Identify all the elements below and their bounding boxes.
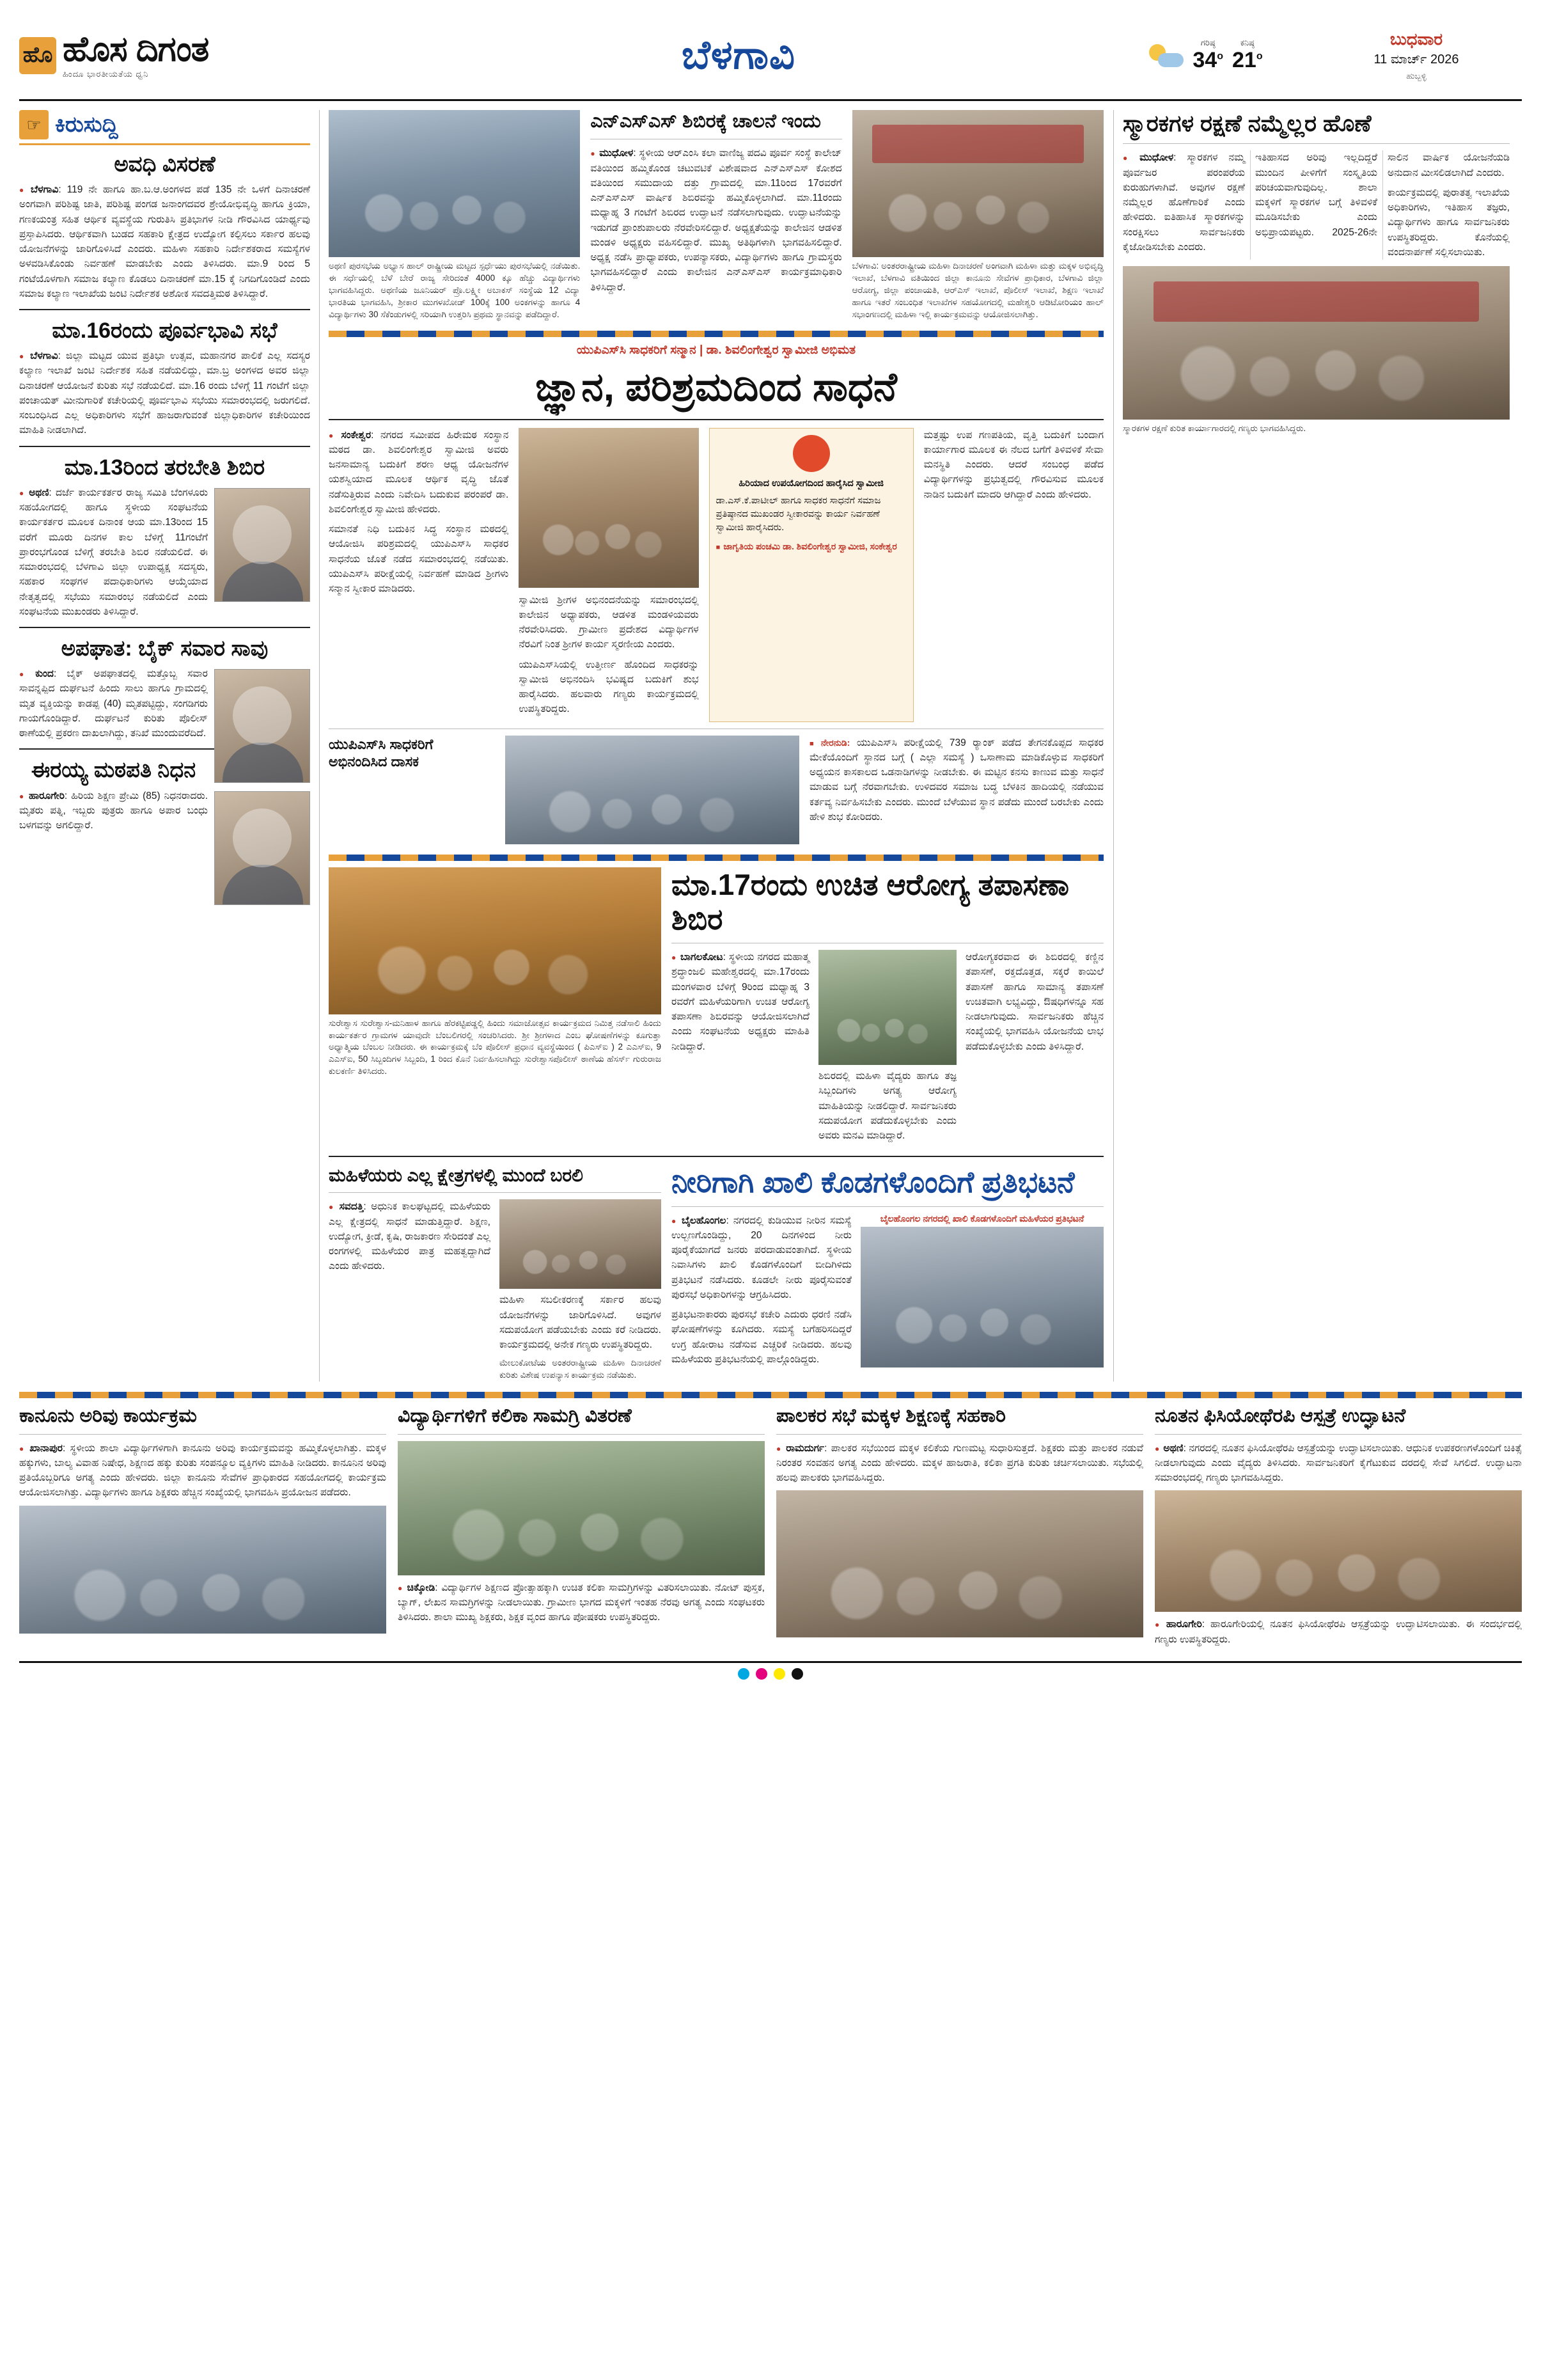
quote-icon — [793, 435, 830, 472]
black-mark — [792, 1668, 803, 1680]
protest-photo-caption: ಬೈಲಹೊಂಗಲ ನಗರದಲ್ಲಿ ಖಾಲಿ ಕೊಡಗಳೊಂದಿಗೆ ಮಹಿಳೆಯರ ಪ್ರತಿಭಟನೆ — [880, 1213, 1084, 1224]
main-col2-text: ಸ್ವಾಮೀಜಿ ಶ್ರೀಗಳ ಅಭಿನಂದನೆಯನ್ನು ಸಮಾರಂಭದಲ್ಲಿ ಕಾಲೇಜಿನ ಅಧ್ಯಾಪಕರು, ಆಡಳಿತ ಮಂಡಳಿಯವರು ನೆರವೇರಿಸಿದರು. ಗ್ರಾಮೀಣ ಪ್ರದೇಶದ ವಿದ್ಯಾರ್ಥಿಗಳ ನೆರವಿಗೆ ನಿಂತ ಶ್ರೀಗಳ ಕಾರ್ಯ ಸ್ಮರಣೀಯ ಎಂದರು. — [519, 594, 699, 650]
women-place: ಸವದತ್ತಿ — [339, 1201, 364, 1213]
brief-place-3: ಕುಂದ — [35, 668, 54, 680]
parents-place: ರಾಮದುರ್ಗ — [786, 1442, 825, 1454]
main-headline: ಜ್ಞಾನ, ಪರಿಶ್ರಮದಿಂದ ಸಾಧನೆ — [535, 365, 897, 410]
upsc-strip — [329, 736, 1104, 844]
bottom-row — [19, 1405, 1522, 1652]
women-col1: ಅಧುನಿಕ ಕಾಲಘಟ್ಟದಲ್ಲಿ ಮಹಿಳೆಯರು ಎಲ್ಲ ಕ್ಷೇತ್ರದಲ್ಲಿ ಸಾಧನೆ ಮಾಡುತ್ತಿದ್ದಾರೆ. ಶಿಕ್ಷಣ, ಉದ್ಯೋಗ, ಕ್ರೀಡೆ, ಕೃಷಿ, ರಾಜಕಾರಣ ಸೇರಿದಂತೆ ಎಲ್ಲ ರಂಗಗಳಲ್ಲಿ ಮಹಿಳೆಯರ ಪಾತ್ರ ಮಹತ್ವದ್ದಾಗಿದೆ ಎಂದು ಹೇಳಿದರು. — [329, 1201, 491, 1272]
monument-col2: ಇತಿಹಾಸದ ಅರಿವು ಇಲ್ಲದಿದ್ದರೆ ಮುಂದಿನ ಪೀಳಿಗೆಗೆ ಸಂಸ್ಕೃತಿಯ ಪರಿಚಯವಾಗುವುದಿಲ್ಲ. ಶಾಲಾ ಮಕ್ಕಳಿಗೆ ಸ್ಮಾರಕಗಳ ಬಗ್ಗೆ ತಿಳಿವಳಿಕೆ ಮೂಡಿಸಬೇಕು ಎಂದು ಅಭಿಪ್ರಾಯಪಟ್ಟರು. 2025-26ನೇ ಸಾಲಿನ ವಾರ್ಷಿಕ ಯೋಜನೆಯಡಿ ಅನುದಾನ ಮೀಸಲಿಡಲಾಗಿದೆ ಎಂದರು. — [1255, 152, 1510, 238]
brief-place-0: ಬೆಳಗಾವಿ — [30, 184, 59, 196]
abacus-group-photo — [329, 110, 580, 257]
main-place: ಸಂಕೇಶ್ವರ — [341, 429, 372, 441]
monument-headline: ಸ್ಮಾರಕಗಳ ರಕ್ಷಣೆ ನಮ್ಮೆಲ್ಲರ ಹೊಣೆ — [1123, 110, 1372, 136]
brief-text-1: ● ಬೆಳಗಾವಿ: ಜಿಲ್ಲಾ ಮಟ್ಟದ ಯುವ ಪ್ರತಿಭಾ ಉತ್ಸವ, ಮಹಾನಗರ ಪಾಲಿಕೆ ಎಲ್ಲ ಸದಸ್ಯರ ಕಲ್ಯಾಣ ಇಲಾಖೆ ಜಂಟಿ ನಿರ್ದೇಶಕ ಸಹಿತ ನಡೆಯಲಿದ್ದು, ಮಾ.ಬ್ರ ಅಂಗಳದ ಅವರ ಜಿಲ್ಲಾ ದಿನಾಚರಣೆ ಆಯೋಜನೆ ಕುರಿತು ಸಭೆ ನಡೆಯಲಿದೆ. ಮಾ.16 ರಂದು ಬೆಳಿಗ್ಗೆ 11 ಗಂಟೆಗೆ ಜಿಲ್ಲಾ ಪಂಚಾಯತ್ ಮೀನುಗಾರಿಕೆ ಕಚೇರಿಯಲ್ಲಿ ಪೂರ್ವಭಾವಿ ಸಭೆಯು ಸಮಾರಂಭದಲ್ಲಿ ಜರುಗಲಿದೆ. ಸಂಬಂಧಿಸಿದ ಎಲ್ಲ ಅಧಿಕಾರಿಗಳು ಸಭೆಗೆ ಹಾಜರಾಗುವಂತೆ ಜಿಲ್ಲಾಧಿಕಾರಿಗಳ ಕಚೇರಿಯಿಂದ ಮಾಹಿತಿ ನೀಡಲಾಗಿದೆ. — [19, 349, 310, 438]
brief-place-1: ಬೆಳಗಾವಿ — [30, 351, 58, 362]
brief-text-0: ● ಬೆಳಗಾವಿ: 119 ನೇ ಹಾಗೂ ಹಾ.ಬ.ಆ.ಅಂಗಳದ ಪಡೆ 135 ನೇ ಒಳಗೆ ದಿನಾಚರಣೆ ಅಂಗವಾಗಿ ಪರಿಶಿಷ್ಟ ಜಾತಿ, ಪರಿಶಿಷ್ಟ ಪಂಗಡ ಜನಾಂಗದವರ ಶ್ರೇಯೋಭಿವೃದ್ಧಿ ಹಾಗೂ ಕ್ರಿಯಾ, ಗಣಕಯಂತ್ರ ಸಹಿತ ಆರ್ಥಿಕ ವ್ಯವಸ್ಥೆಯ ಗುರುತಿಸಿ ಪ್ರತಿಭಾಗಳ ನೀಡಿ ಗೌರವಿಸಿದ ಯಾರ್ಥ್ಯವು ಪ್ರಸ್ತಾಪಿಸಿದರು. ಆರ್ಥಿಕವಾಗಿ ಬುಡದ ಸಹಕಾರಿ ಕ್ಷೇತ್ರದ ಉದ್ಯೋಗ ಕಲ್ಪಿಸಲು ಸರ್ಕಾರ ಹಲವು ಯೋಜನೆಗಳನ್ನು ಜಾರಿಗೊಳಿಸಿದೆ ಎಂದರು. ಮಹಿಳಾ ಸಹಕಾರಿ ನಿರ್ದೇಶಕರಾದ ಸಮಸ್ಯೆಗಳ ಅಳವಡಿಸಿಕೊಂಡು ನಿರ್ವಹಣೆ ಮಾಡಬೇಕು ಎಂದು ತಿಳಿಸಿದರು. ಮಾ.9 ರಿಂದ 5 ಗಂಟೆಯೊಳಗಾಗಿ ಸಮಾಜ ಕಲ್ಯಾಣ ಕೊಡಲು ದಿನಾಚರಣೆ ಮಾ.15 ಕ್ಕೆ ನಿಗದಿಗೊಂಡಿದೆ ಎಂದು ಸಮಾಜ ಕಲ್ಯಾಣ ಇಲಾಖೆಯ ಜಂಟಿ ನಿರ್ದೇಶಕ ಅಶೋಕ ಸವದತ್ತಿಮಠ ತಿಳಿಸಿದ್ದಾರೆ. — [19, 182, 310, 301]
legal-story: ಕಾನೂನು ಅರಿವು ಕಾರ್ಯಕ್ರಮ ● ಖಾನಾಪುರ: ಸ್ಥಳೀಯ ಶಾಲಾ ವಿದ್ಯಾರ್ಥಿಗಳಿಗಾಗಿ ಕಾನೂನು ಅರಿವು ಕಾರ್ಯಕ್ರಮವನ್ನು ಹಮ್ಮಿಕೊಳ್ಳಲಾಗಿತ್ತು. ಮಕ್ಕಳ ಹಕ್ಕುಗಳು, ಬಾಲ್ಯ ವಿವಾಹ ನಿಷೇಧ, ಶಿಕ್ಷಣದ ಹಕ್ಕು ಕುರಿತು ಸಂಪನ್ಮೂಲ ವ್ಯಕ್ತಿಗಳು ಮಾಹಿತಿ ನೀಡಿದರು. ಕಾನೂನಿನ ಅರಿವು ಪ್ರತಿಯೊಬ್ಬರಿಗೂ ಅಗತ್ಯ ಎಂದು ಹೇಳಿದರು. ಜಿಲ್ಲಾ ಕಾನೂನು ಸೇವೆಗಳ ಪ್ರಾಧಿಕಾರದ ಸಹಯೋಗದಲ್ಲಿ ಕಾರ್ಯಕ್ರಮ ಆಯೋಜಿಸಲಾಗಿತ್ತು. ವಿದ್ಯಾರ್ಥಿಗಳು ಹಾಗೂ ಶಿಕ್ಷಕರು ಹೆಚ್ಚಿನ ಸಂಖ್ಯೆಯಲ್ಲಿ ಭಾಗವಹಿಸಿ ಪ್ರಯೋಜನ ಪಡೆದರು. — [19, 1405, 386, 1652]
hospital-place: ಅಥಣಿ — [1163, 1442, 1184, 1454]
legal-event-photo — [19, 1506, 386, 1634]
health-col1: ಸ್ಥಳೀಯ ನಗರದ ಮಹಾತ್ಮ ಶ್ರದ್ಧಾಂಜಲಿ ಮಹೇಶ್ವರದಲ್ಲಿ ಮಾ.17ರಂದು ಮಂಗಳವಾರ ಬೆಳಿಗ್ಗೆ 9ರಿಂದ ಮಧ್ಯಾಹ್ನ 3 ರವರೆಗೆ ಮಹಿಳೆಯರಿಗಾಗಿ ಉಚಿತ ಆರೋಗ್ಯ ತಪಾಸಣಾ ಶಿಬಿರವನ್ನು ಆಯೋಜಿಸಲಾಗಿದೆ ಎಂದು ಸಂಘಟನೆಯ ಅಧ್ಯಕ್ಷರು ಮಾಹಿತಿ ನೀಡಿದ್ದಾರೆ. — [671, 952, 810, 1052]
footer-registration-marks — [19, 1661, 1522, 1680]
abacus-photo-block — [329, 110, 580, 320]
brief-title-1: ಮಾ.16ರಂದು ಪೂರ್ವಭಾವಿ ಸಭೆ — [52, 319, 278, 343]
monument-col3: ಕಾರ್ಯಕ್ರಮದಲ್ಲಿ ಪುರಾತತ್ವ ಇಲಾಖೆಯ ಅಧಿಕಾರಿಗಳು, ಇತಿಹಾಸ ತಜ್ಞರು, ವಿದ್ಯಾರ್ಥಿಗಳು ಹಾಗೂ ಸಾರ್ವಜನಿಕರು ಉಪಸ್ಥಿತರಿದ್ದರು. ಕೊನೆಯಲ್ಲಿ ವಂದನಾರ್ಪಣೆ ಸಲ್ಲಿಸಲಾಯಿತು. — [1388, 187, 1510, 258]
temp-low-value: 21 — [1232, 48, 1256, 72]
nss-place: ಮುಧೋಳ — [599, 148, 634, 159]
monument-body: ● ಮುಧೋಳ: ಸ್ಮಾರಕಗಳ ನಮ್ಮ ಪೂರ್ವಜರ ಪರಂಪರೆಯ ಕುರುಹುಗಳಾಗಿವೆ. ಅವುಗಳ ರಕ್ಷಣೆ ನಮ್ಮೆಲ್ಲರ ಹೊಣೆಗಾರಿಕೆ ಎಂದು ಹೇಳಿದರು. ಐತಿಹಾಸಿಕ ಸ್ಮಾರಕಗಳನ್ನು ಸಂರಕ್ಷಿಸಲು ಸಾರ್ವಜನಿಕರು ಕೈಜೋಡಿಸಬೇಕು ಎಂದರು. ಇತಿಹಾಸದ ಅರಿವು ಇಲ್ಲದಿದ್ದರೆ ಮುಂದಿನ ಪೀಳಿಗೆಗೆ ಸಂಸ್ಕೃತಿಯ ಪರಿಚಯವಾಗುವುದಿಲ್ಲ. ಶಾಲಾ ಮಕ್ಕಳಿಗೆ ಸ್ಮಾರಕಗಳ ಬಗ್ಗೆ ತಿಳಿವಳಿಕೆ ಮೂಡಿಸಬೇಕು ಎಂದು ಅಭಿಪ್ರಾಯಪಟ್ಟರು. 2025-26ನೇ ಸಾಲಿನ ವಾರ್ಷಿಕ ಯೋಜನೆಯಡಿ ಅನುದಾನ ಮೀಸಲಿಡಲಾಗಿದೆ ಎಂದರು. ಕಾರ್ಯಕ್ರಮದಲ್ಲಿ ಪುರಾತತ್ವ ಇಲಾಖೆಯ ಅಧಿಕಾರಿಗಳು, ಇತಿಹಾಸ ತಜ್ಞರು, ವಿದ್ಯಾರ್ಥಿಗಳು ಹಾಗೂ ಸಾರ್ವಜನಿಕರು ಉಪಸ್ಥಿತರಿದ್ದರು. ಕೊನೆಯಲ್ಲಿ ವಂದನಾರ್ಪಣೆ ಸಲ್ಲಿಸಲಾಯಿತು. — [1123, 150, 1510, 260]
brief-title-0: ಅವಧಿ ವಿಸರಣೆ — [114, 152, 215, 177]
protest-story: ನೀರಿಗಾಗಿ ಖಾಲಿ ಕೊಡಗಳೊಂದಿಗೆ ಪ್ರತಿಭಟನೆ ● ಬೈಲಹೊಂಗಲ: ನಗರದಲ್ಲಿ ಕುಡಿಯುವ ನೀರಿನ ಸಮಸ್ಯೆ ಉಲ್ಬಣಗೊಂಡಿದ್ದು, 20 ದಿನಗಳಿಂದ ನೀರು ಪೂರೈಕೆಯಾಗದೆ ಜನರು ಪರದಾಡುವಂತಾಗಿದೆ. ಸ್ಥಳೀಯ ನಿವಾಸಿಗಳು ಖಾಲಿ ಕೊಡಗಳೊಂದಿಗೆ ಬೀದಿಗಿಳಿದು ಪ್ರತಿಭಟನೆ ನಡೆಸಿದರು. ಕೂಡಲೇ ನೀರು ಪೂರೈಸುವಂತೆ ಪುರಸಭೆ ಅಧಿಕಾರಿಗಳನ್ನು ಆಗ್ರಹಿಸಿದರು. ಪ್ರತಿಭಟನಾಕಾರರು ಪುರಸಭೆ ಕಚೇರಿ ಎದುರು ಧರಣಿ ನಡೆಸಿ ಘೋಷಣೆಗಳನ್ನು ಕೂಗಿದರು. ಸಮಸ್ಯೆ ಬಗೆಹರಿಸದಿದ್ದರೆ ಉಗ್ರ ಹೋರಾಟ ನಡೆಸುವ ಎಚ್ಚರಿಕೆ ನೀಡಿದರು. ಹಲವು ಮಹಿಳೆಯರು ಪ್ರತಿಭಟನೆಯಲ್ಲಿ ಪಾಲ್ಗೊಂಡಿದ್ದರು. ಬೈಲಹೊಂಗಲ ನಗರದಲ್ಲಿ ಖಾಲಿ ಕೊಡಗಳೊಂದಿಗೆ ಮಹಿಳೆಯರ ಪ್ರತಿಭಟನೆ — [671, 1165, 1104, 1382]
protest-col1: ನಗರದಲ್ಲಿ ಕುಡಿಯುವ ನೀರಿನ ಸಮಸ್ಯೆ ಉಲ್ಬಣಗೊಂಡಿದ್ದು, 20 ದಿನಗಳಿಂದ ನೀರು ಪೂರೈಕೆಯಾಗದೆ ಜನರು ಪರದಾಡುವಂತಾಗಿದೆ. ಸ್ಥಳೀಯ ನಿವಾಸಿಗಳು ಖಾಲಿ ಕೊಡಗಳೊಂದಿಗೆ ಬೀದಿಗಿಳಿದು ಪ್ರತಿಭಟನೆ ನಡೆಸಿದರು. ಕೂಡಲೇ ನೀರು ಪೂರೈಸುವಂತೆ ಪುರಸಭೆ ಅಧಿಕಾರಿಗಳನ್ನು ಆಗ್ರಹಿಸಿದರು. — [671, 1215, 852, 1300]
maheshwari-caption: ಬೆಳಗಾವಿ: ಅಂತರರಾಷ್ಟ್ರೀಯ ಮಹಿಳಾ ದಿನಾಚರಣೆ ಅಂಗವಾಗಿ ಮಹಿಳಾ ಮತ್ತು ಮಕ್ಕಳ ಅಭಿವೃದ್ಧಿ ಇಲಾಖೆ, ಬೆಳಗಾವಿ ವತಿಯಿಂದ ಜಿಲ್ಲಾ ಕಾನೂನು ಸೇವೆಗಳ ಪ್ರಾಧಿಕಾರ, ಬೆಳಗಾವಿ ಜಿಲ್ಲಾ ಆರೋಗ್ಯ, ಜಿಲ್ಲಾ ಪಂಚಾಯತಿ, ಆರ್‌ಎಸ್ ಇಲಾಖೆ, ಪೊಲೀಸ್ ಇಲಾಖೆ, ಶಿಕ್ಷಣ ಇಲಾಖೆ ಹಾಗೂ ಇತರೆ ಸಂಬಂಧಿತ ಇಲಾಖೆಗಳ ಸಹಯೋಗದಲ್ಲಿ ಮಹೇಶ್ವರಿ ಆಡಿಟೋರಿಯಂ ಹಾಲ್ ಸಭಾಂಗಣದಲ್ಲಿ ಮಹಿಳಾ ಇಲ್ಲಿ ಕಾರ್ಯಕ್ರಮವನ್ನು ಆಯೋಜಿಸಲಾಗಿತ್ತು. — [852, 261, 1104, 319]
maheshwari-photo-block — [852, 110, 1104, 320]
hospital-headline: ನೂತನ ಫಿಸಿಯೋಥೆರಪಿ ಆಸ್ಪತ್ರೆ ಉದ್ಘಾಟನೆ — [1155, 1405, 1406, 1427]
monument-event-photo — [1123, 266, 1510, 420]
health-headline: ಮಾ.17ರಂದು ಉಚಿತ ಆರೋಗ್ಯ ತಪಾಸಣಾ ಶಿಬಿರ — [671, 867, 1069, 936]
brief-text-3: ● ಕುಂದ: ಬೈಕ್ ಅಪಘಾತದಲ್ಲಿ ಮತ್ತೊಬ್ಬ ಸವಾರ ಸಾವನ್ನಪ್ಪಿದ ದುರ್ಘಟನೆ ಹಿಂದು ಸಾಲು ಹಾಗೂ ಗ್ರಾಮದಲ್ಲಿ ಮೃತ ವ್ಯಕ್ತಿಯನ್ನು ಕಾಡಪ್ಪ (40) ಮೃತಪಟ್ಟಿದ್ದು, ಸಂಗಡಿಗರು ಗಾಯಗೊಂಡಿದ್ದಾರೆ. ದುರ್ಘಟನೆ ಕುರಿತು ಪೊಲೀಸ್ ಠಾಣೆಯಲ್ಲಿ ಪ್ರಕರಣ ದಾಖಲಾಗಿದ್ದು, ತನಿಖೆ ಮುಂದುವರೆದಿದೆ. — [19, 666, 310, 741]
parents-story: ಪಾಲಕರ ಸಭೆ ಮಕ್ಕಳ ಶಿಕ್ಷಣಕ್ಕೆ ಸಹಕಾರಿ ● ರಾಮದುರ್ಗ: ಪಾಲಕರ ಸಭೆಯಿಂದ ಮಕ್ಕಳ ಕಲಿಕೆಯ ಗುಣಮಟ್ಟ ಸುಧಾರಿಸುತ್ತದೆ. ಶಿಕ್ಷಕರು ಮತ್ತು ಪಾಲಕರ ನಡುವೆ ನಿರಂತರ ಸಂವಹನ ಅಗತ್ಯ ಎಂದು ಹೇಳಿದರು. ಮಕ್ಕಳ ಹಾಜರಾತಿ, ಕಲಿಕಾ ಪ್ರಗತಿ ಕುರಿತು ಚರ್ಚಿಸಲಾಯಿತು. ಸಭೆಯಲ್ಲಿ ಹಲವು ಪಾಲಕರು ಭಾಗವಹಿಸಿದ್ದರು. — [776, 1405, 1143, 1652]
divider — [19, 627, 310, 628]
upsc-note-block — [810, 736, 1104, 830]
paper-name: ಹೊಸ ದಿಗಂತ — [63, 29, 209, 68]
hospital-inauguration-photo — [1155, 1490, 1522, 1612]
main-col-2 — [519, 428, 698, 722]
kirusuddi-label: ಕಿರು — [55, 112, 84, 137]
upsc-caption-block — [329, 736, 495, 771]
hand-pointer-icon: ☞ — [19, 110, 49, 139]
health-col3: ಆರೋಗ್ಯಕರವಾದ ಈ ಶಿಬಿರದಲ್ಲಿ ಕಣ್ಣಿನ ತಪಾಸಣೆ, ರಕ್ತದೊತ್ತಡ, ಸಕ್ಕರೆ ಕಾಯಿಲೆ ತಪಾಸಣೆ ಹಾಗೂ ಸಾಮಾನ್ಯ ತಪಾಸಣೆ ಉಚಿತವಾಗಿ ಲಭ್ಯವಿದ್ದು, ಔಷಧಿಗಳನ್ನೂ ಸಹ ನೀಡಲಾಗುವುದು. ಸಾರ್ವಜನಿಕರು ಹೆಚ್ಚಿನ ಸಂಖ್ಯೆಯಲ್ಲಿ ಭಾಗವಹಿಸಿ ಯೋಜನೆಯ ಲಾಭ ಪಡೆದುಕೊಳ್ಳಬೇಕು ಎಂದು ತಿಳಿಸಿದ್ದಾರೆ. — [966, 952, 1104, 1052]
upsc-felicitation-photo — [505, 736, 799, 844]
women-story: ಮಹಿಳೆಯರು ಎಲ್ಲ ಕ್ಷೇತ್ರಗಳಲ್ಲಿ ಮುಂದೆ ಬರಲಿ ● ಸವದತ್ತಿ: ಅಧುನಿಕ ಕಾಲಘಟ್ಟದಲ್ಲಿ ಮಹಿಳೆಯರು ಎಲ್ಲ ಕ್ಷೇತ್ರದಲ್ಲಿ ಸಾಧನೆ ಮಾಡುತ್ತಿದ್ದಾರೆ. ಶಿಕ್ಷಣ, ಉದ್ಯೋಗ, ಕ್ರೀಡೆ, ಕೃಷಿ, ರಾಜಕಾರಣ ಸೇರಿದಂತೆ ಎಲ್ಲ ರಂಗಗಳಲ್ಲಿ ಮಹಿಳೆಯರ ಪಾತ್ರ ಮಹತ್ವದ್ದಾಗಿದೆ ಎಂದು ಹೇಳಿದರು. ಮಹಿಳಾ ಸಬಲೀಕರಣಕ್ಕೆ ಸರ್ಕಾರ ಹಲವು ಯೋಜನೆಗಳನ್ನು ಜಾರಿಗೊಳಿಸಿದೆ. ಅವುಗಳ ಸದುಪಯೋಗ ಪಡೆಯಬೇಕು ಎಂದು ಕರೆ ನೀಡಿದರು. ಕಾರ್ಯಕ್ರಮದಲ್ಲಿ ಅನೇಕ ಗಣ್ಯರು ಉಪಸ್ಥಿತರಿದ್ದರು. ಮೇಲುಕೋಟೆಯ ಅಂತರರಾಷ್ಟ್ರೀಯ ಮಹಿಳಾ ದಿನಾಚರಣೆ ಕುರಿತು ವಿಶೇಷ ಉಪನ್ಯಾಸ ಕಾರ್ಯಕ್ರಮ ನಡೆಯಿತು. — [329, 1165, 661, 1382]
brief-place-4: ಹಾರೂಗೇರಿ — [28, 790, 65, 801]
health-camp-story: ಮಾ.17ರಂದು ಉಚಿತ ಆರೋಗ್ಯ ತಪಾಸಣಾ ಶಿಬಿರ ● ಬಾಗಲಕೋಟ: ಸ್ಥಳೀಯ ನಗರದ ಮಹಾತ್ಮ ಶ್ರದ್ಧಾಂಜಲಿ ಮಹೇಶ್ವರದಲ್ಲಿ ಮಾ.17ರಂದು ಮಂಗಳವಾರ ಬೆಳಿಗ್ಗೆ 9ರಿಂದ ಮಧ್ಯಾಹ್ನ 3 ರವರೆಗೆ ಮಹಿಳೆಯರಿಗಾಗಿ ಉಚಿತ ಆರೋಗ್ಯ ತಪಾಸಣಾ ಶಿಬಿರವನ್ನು ಆಯೋಜಿಸಲಾಗಿದೆ ಎಂದು ಸಂಘಟನೆಯ ಅಧ್ಯಕ್ಷರು ಮಾಹಿತಿ ನೀಡಿದ್ದಾರೆ. ಶಿಬಿರದಲ್ಲಿ ಮಹಿಳಾ ವೈದ್ಯರು ಹಾಗೂ ತಜ್ಞ ಸಿಬ್ಬಂದಿಗಳು ಅಗತ್ಯ ಆರೋಗ್ಯ ಮಾಹಿತಿಯನ್ನು ನೀಡಲಿದ್ದಾರೆ. ಸಾರ್ವಜನಿಕರು ಸದುಪಯೋಗ ಪಡೆದುಕೊಳ್ಳಬೇಕು ಎಂದು ಅವರು ಮನವಿ ಮಾಡಿದ್ದಾರೆ. ಆರೋಗ್ಯಕರವಾದ ಈ ಶಿಬಿರದಲ್ಲಿ ಕಣ್ಣಿನ ತಪಾಸಣೆ, ರಕ್ತದೊತ್ತಡ, ಸಕ್ಕರೆ ಕಾಯಿಲೆ ತಪಾಸಣೆ ಹಾಗೂ ಸಾಮಾನ್ಯ ತಪಾಸಣೆ ಉಚಿತವಾಗಿ ಲಭ್ಯವಿದ್ದು, ಔಷಧಿಗಳನ್ನೂ ಸಹ ನೀಡಲಾಗುವುದು. ಸಾರ್ವಜನಿಕರು ಹೆಚ್ಚಿನ ಸಂಖ್ಯೆಯಲ್ಲಿ ಭಾಗವಹಿಸಿ ಯೋಜನೆಯ ಲಾಭ ಪಡೆದುಕೊಳ್ಳಬೇಕು ಎಂದು ತಿಳಿಸಿದ್ದಾರೆ. — [671, 867, 1104, 1149]
temp-low: ಕನಿಷ್ಠ 21$^o$ — [1232, 38, 1263, 72]
temp-low-label: ಕನಿಷ್ಠ — [1240, 38, 1255, 47]
cyan-mark — [738, 1668, 749, 1680]
upsc-photo-caption: ಯುಪಿಎಸ್‌ಸಿ ಸಾಧಕರಿಗೆ ಅಭಿನಂದಿಸಿದ ದಾಸಕ — [329, 736, 434, 770]
portrait-photo — [214, 488, 310, 602]
protest-headline: ನೀರಿಗಾಗಿ ಖಾಲಿ ಕೊಡಗಳೊಂದಿಗೆ ಪ್ರತಿಭಟನೆ — [671, 1165, 1075, 1199]
maheshwari-auditorium-photo — [852, 110, 1104, 257]
materials-text: ವಿದ್ಯಾರ್ಥಿಗಳ ಶಿಕ್ಷಣದ ಪ್ರೋತ್ಸಾಹಕ್ಕಾಗಿ ಉಚಿತ ಕಲಿಕಾ ಸಾಮಗ್ರಿಗಳನ್ನು ವಿತರಿಸಲಾಯಿತು. ನೋಟ್ ಪುಸ್ತಕ, ಬ್ಯಾಗ್, ಲೇಖನ ಸಾಮಗ್ರಿಗಳನ್ನು ನೀಡಲಾಯಿತು. ಗ್ರಾಮೀಣ ಭಾಗದ ಮಕ್ಕಳಿಗೆ ಇಂತಹ ನೆರವು ಅಗತ್ಯ ಎಂದು ಸಂಘಟಕರು ತಿಳಿಸಿದರು. ಶಾಲಾ ಮುಖ್ಯ ಶಿಕ್ಷಕರು, ಶಿಕ್ಷಕ ವೃಂದ ಹಾಗೂ ಪೋಷಕರು ಉಪಸ್ಥಿತರಿದ್ದರು. — [398, 1582, 765, 1623]
women-col2: ಮಹಿಳಾ ಸಬಲೀಕರಣಕ್ಕೆ ಸರ್ಕಾರ ಹಲವು ಯೋಜನೆಗಳನ್ನು ಜಾರಿಗೊಳಿಸಿದೆ. ಅವುಗಳ ಸದುಪಯೋಗ ಪಡೆಯಬೇಕು ಎಂದು ಕರೆ ನೀಡಿದರು. ಕಾರ್ಯಕ್ರಮದಲ್ಲಿ ಅನೇಕ ಗಣ್ಯರು ಉಪಸ್ಥಿತರಿದ್ದರು. — [499, 1295, 661, 1351]
rally-block — [329, 867, 661, 1149]
main-col3-text: ಮತ್ತಷ್ಟು ಉಪ ಗಣಪತಿಯ, ವೃತ್ತಿ ಬದುಕಿಗೆ ಬಂದಾಗ ಕಾರ್ಯಾಗಾರ ಮೂಲಕ ಈ ನೆಲದ ಬಗೆಗೆ ತಿಳಿವಳಿಕೆ ಸೇವಾ ಮನಸ್ಥಿತಿ ಎಂದರು. ಆದರೆ ಸಂಬಂಧ ಪಡೆದ ವಿದ್ಯಾರ್ಥಿಗಳನ್ನು ಪ್ರಭುತ್ವದಲ್ಲಿ ಗೌರವಿಸುವ ಮೂಲಕ ನಾಡಿನ ಬದುಕಿಗೆ ಮಾದರಿ ಆಗಿದ್ದಾರೆ ಎಂದು ಹೇಳಿದರು. — [923, 429, 1104, 500]
legal-place: ಖಾನಾಪುರ — [29, 1442, 63, 1454]
highlight-box — [709, 428, 914, 722]
sun-cloud-icon — [1148, 43, 1184, 68]
nss-headline: ಎನ್‌ಎಸ್‌ಎಸ್ ಶಿಬಿರಕ್ಕೆ ಚಾಲನೆ ಇಂದು — [590, 111, 821, 132]
health-camp-photo — [818, 950, 957, 1065]
paper-tagline: ಹಿಂದೂ ಭಾರತೀಯತೆಯ ಧ್ವನಿ — [63, 68, 149, 79]
left-column — [19, 110, 320, 1382]
legal-headline: ಕಾನೂನು ಅರಿವು ಕಾರ್ಯಕ್ರಮ — [19, 1405, 197, 1427]
newspaper-logo[interactable] — [19, 29, 377, 79]
monument-col1: ಸ್ಮಾರಕಗಳ ನಮ್ಮ ಪೂರ್ವಜರ ಪರಂಪರೆಯ ಕುರುಹುಗಳಾಗಿವೆ. ಅವುಗಳ ರಕ್ಷಣೆ ನಮ್ಮೆಲ್ಲರ ಹೊಣೆಗಾರಿಕೆ ಎಂದು ಹೇಳಿದರು. ಐತಿಹಾಸಿಕ ಸ್ಮಾರಕಗಳನ್ನು ಸಂರಕ್ಷಿಸಲು ಸಾರ್ವಜನಿಕರು ಕೈಜೋಡಿಸಬೇಕು ಎಂದರು. — [1123, 152, 1245, 253]
color-band — [329, 855, 1104, 861]
brief-place-2: ಅಥಣಿ — [29, 487, 49, 498]
right-column — [1113, 110, 1510, 1382]
highlight-title: ಹಿರಿಯಾದ ಉಪಯೋಗದಿಂದ ಹಾರೈಸಿದ ಸ್ವಾಮೀಜಿ — [739, 478, 884, 489]
page-body — [19, 110, 1522, 1382]
legal-text: ಸ್ಥಳೀಯ ಶಾಲಾ ವಿದ್ಯಾರ್ಥಿಗಳಿಗಾಗಿ ಕಾನೂನು ಅರಿವು ಕಾರ್ಯಕ್ರಮವನ್ನು ಹಮ್ಮಿಕೊಳ್ಳಲಾಗಿತ್ತು. ಮಕ್ಕಳ ಹಕ್ಕುಗಳು, ಬಾಲ್ಯ ವಿವಾಹ ನಿಷೇಧ, ಶಿಕ್ಷಣದ ಹಕ್ಕು ಕುರಿತು ಸಂಪನ್ಮೂಲ ವ್ಯಕ್ತಿಗಳು ಮಾಹಿತಿ ನೀಡಿದರು. ಕಾನೂನಿನ ಅರಿವು ಪ್ರತಿಯೊಬ್ಬರಿಗೂ ಅಗತ್ಯ ಎಂದು ಹೇಳಿದರು. ಜಿಲ್ಲಾ ಕಾನೂನು ಸೇವೆಗಳ ಪ್ರಾಧಿಕಾರದ ಸಹಯೋಗದಲ್ಲಿ ಕಾರ್ಯಕ್ರಮ ಆಯೋಜಿಸಲಾಗಿತ್ತು. ವಿದ್ಯಾರ್ಥಿಗಳು ಹಾಗೂ ಶಿಕ್ಷಕರು ಹೆಚ್ಚಿನ ಸಂಖ್ಯೆಯಲ್ಲಿ ಭಾಗವಹಿಸಿ ಪ್ರಯೋಜನ ಪಡೆದರು. — [19, 1442, 386, 1499]
temp-high-label: ಗರಿಷ್ಠ — [1200, 38, 1216, 47]
brief-text-2: ● ಅಥಣಿ: ದರ್ಜೆ ಕಾರ್ಯಕರ್ತರ ರಾಜ್ಯ ಸಮಿತಿ ಬೆಂಗಳೂರು ಸಹಯೋಗದಲ್ಲಿ ಹಾಗೂ ಸ್ಥಳೀಯ ಸಂಘಟನೆಯ ಕಾರ್ಯಕರ್ತರ ಮೂಲಕ ದಿನಾಂಕ ಆಯ ಮಾ.13ರಿಂದ 15 ವರೆಗೆ ಮೂರು ದಿನಗಳ ಕಾಲ ಬೆಳಿಗ್ಗೆ 11ಗಂಟೆಗೆ ಪ್ರಾರಂಭಗೊಂಡ ಬೆಳಿಗ್ಗೆ ತರಬೇತಿ ಶಿಬಿರ ನಡೆಯಲಿದೆ. ಈ ಸಮಾರಂಭದಲ್ಲಿ ಬೆಳಗಾವಿ ಜಿಲ್ಲಾ ಉಪಾಧ್ಯಕ್ಷ ಸದಸ್ಯರು, ಸಹಕಾರ ಸಂಘಗಳ ಪದಾಧಿಕಾರಿಗಳು ಆಯ್ಕೆಯಾದ ನೇತೃತ್ವದಲ್ಲಿ ಸಭೆಯು ಸಮಾರಂಭ ನಡೆಯಲಿದೆ ಎಂದು ಸಂಘಟನೆಯ ಮುಖಂಡರು ತಿಳಿಸಿದ್ದಾರೆ. — [19, 485, 310, 619]
main-col-4 — [924, 428, 1104, 722]
temp-high: ಗರಿಷ್ಠ 34$^o$ — [1193, 38, 1223, 72]
rally-health-row — [329, 867, 1104, 1149]
upsc-note-text: ಯುಪಿಎಸ್‌ಸಿ ಪರೀಕ್ಷೆಯಲ್ಲಿ 739 ರ್‍ಯಾಂಕ್ ಪಡೆದ ತೇಗನಕೊಪ್ಪದ ಸಾಧಕರ ಮೇಕೆಯೊಂದಿಗೆ ಸ್ಥಾನದ ಬಗ್ಗೆ ( ಎಲ್ಲಾ ಸಮಸ್ಯೆ ) ಒಸಾಣಾಮ ಮಾಡಿಕೊಳ್ಳುವ ಸಾಧಕರಿಗೆ ಅಧ್ಯಯನ ಕಾಸಕಾಲದ ಒಡನಾಡಿಗಳನ್ನು ನೀಡಬೇಕು. ಈ ಮಟ್ಟಿನ ಕನಸು ಕಾಣುವ ಮತ್ತು ಸಾಧನೆ ಮಾಡುವ ಬಗ್ಗೆ ನೆರವಾಗಬೇಕು. ಉಳಿದವರ ಸಮಾಜ ಬದ್ಧ ಬೆಳಕಿನ ಹಾದಿಯಲ್ಲಿ ನಡೆಯುವ ಕರ್ತವ್ಯ ನಿರ್ವಹಿಸಬೇಕು ಎಂದರು. ಮುಂದೆ ಬೆಳೆಯುವ ಸ್ಥಾನ ಪಡೆದು ಮುಂದೆ ಬರಬೇಕು ಎಂದು ಹೇಳಿ ಶುಭ ಕೋರಿದರು. — [810, 737, 1104, 823]
nss-story — [590, 110, 841, 320]
health-place: ಬಾಗಲಕೋಟ — [680, 952, 723, 963]
magenta-mark — [756, 1668, 767, 1680]
rally-caption: ಸುರೇಶ್ವಾಸ ಸುರೇಶ್ವಾಸ-ಮನಿಹಾಳ ಹಾಗೂ ಹೆರಕಟ್ಟಿಪಡ್ಡಲ್ಲಿ ಹಿಂದು ಸಮಾಜೋತ್ಸವ ಕಾರ್ಯಕ್ರಮದ ನಿಮಿತ್ತ ನಡೆಸಾಲಿ ಹಿಂದು ಕಾರ್ಯಕರ್ತರ ಗ್ರಾಮಗಳ ಯಾವುದೇ ಬೆಂಬಲಿಗರಲ್ಲಿ ಸಂಚರಿಸಿದರು. ಶ್ರೀ ಶ್ರೀಗಳಾದ ಎಂಬ ಘೋಷಣೆಗಳನ್ನು ಕೂಗುತ್ತಾ ಅಧ್ಯಾತ್ಮಿಯ ಬೆಂಬಲ ನೀಡಿದರು. ಈ ಕಾರ್ಯಕ್ರಮಕ್ಕೆ ಬೆಂ ಪೊಲೀಸ್ ಪ್ರಧಾನ ವ್ಯವಸ್ಥೆಯಿಂದ ( ಪಿಎಸ್‌ಐ ) 2 ಎಎಸ್‌ಐ, 9 ಎಎಸ್‌ಐ, 50 ಸಿಬ್ಬಂದಿಗಳ ಸಿಬ್ಬಂದಿ, 1 ರಿಂದ ಕೊನೆ ನಿರ್ವಹಿಸಲಾಗಿದ್ದು ಸುರೇಶ್ವಾಸಪೊಲೀಸ್ ಠಾಣೆಯ ಹೆಸರ್ಸ್ ಗುರುರಾಜ ಕುಲಕರ್ಣಿ ತಿಳಿಸಿದರು. — [329, 1018, 661, 1076]
weather-widget — [1100, 38, 1311, 73]
protest-col2: ಪ್ರತಿಭಟನಾಕಾರರು ಪುರಸಭೆ ಕಚೇರಿ ಎದುರು ಧರಣಿ ನಡೆಸಿ ಘೋಷಣೆಗಳನ್ನು ಕೂಗಿದರು. ಸಮಸ್ಯೆ ಬಗೆಹರಿಸದಿದ್ದರೆ ಉಗ್ರ ಹೋರಾಟ ನಡೆಸುವ ಎಚ್ಚರಿಕೆ ನೀಡಿದರು. ಹಲವು ಮಹಿಳೆಯರು ಪ್ರತಿಭಟನೆಯಲ್ಲಿ ಪಾಲ್ಗೊಂಡಿದ್ದರು. — [671, 1309, 852, 1365]
color-band — [329, 331, 1104, 337]
main-story — [329, 343, 1104, 844]
women-headline: ಮಹಿಳೆಯರು ಎಲ್ಲ ಕ್ಷೇತ್ರಗಳಲ್ಲಿ ಮುಂದೆ ಬರಲಿ — [329, 1165, 583, 1186]
portrait-photo — [214, 791, 310, 905]
color-band-bottom — [19, 1392, 1522, 1398]
hospital-story: ನೂತನ ಫಿಸಿಯೋಥೆರಪಿ ಆಸ್ಪತ್ರೆ ಉದ್ಘಾಟನೆ ● ಅಥಣಿ: ನಗರದಲ್ಲಿ ನೂತನ ಫಿಸಿಯೋಥೆರಪಿ ಆಸ್ಪತ್ರೆಯನ್ನು ಉದ್ಘಾಟಿಸಲಾಯಿತು. ಆಧುನಿಕ ಉಪಕರಣಗಳೊಂದಿಗೆ ಚಿಕಿತ್ಸೆ ನೀಡಲಾಗುವುದು ಎಂದು ವೈದ್ಯರು ತಿಳಿಸಿದರು. ಸಾರ್ವಜನಿಕರಿಗೆ ಕೈಗೆಟುಕುವ ದರದಲ್ಲಿ ಸೇವೆ ಸಿಗಲಿದೆ. ಉದ್ಘಾಟನಾ ಸಮಾರಂಭದಲ್ಲಿ ಗಣ್ಯರು ಭಾಗವಹಿಸಿದ್ದರು. ● ಹಾರೂಗೇರಿ: ಹಾರೂಗೇರಿಯಲ್ಲಿ ನೂತನ ಫಿಸಿಯೋಥೆರಪಿ ಆಸ್ಪತ್ರೆಯನ್ನು ಉದ್ಘಾಟಿಸಲಾಯಿತು. ಈ ಸಂದರ್ಭದಲ್ಲಿ ಗಣ್ಯರು ಉಪಸ್ಥಿತರಿದ್ದರು. — [1155, 1405, 1522, 1652]
health-col2: ಶಿಬಿರದಲ್ಲಿ ಮಹಿಳಾ ವೈದ್ಯರು ಹಾಗೂ ತಜ್ಞ ಸಿಬ್ಬಂದಿಗಳು ಅಗತ್ಯ ಆರೋಗ್ಯ ಮಾಹಿತಿಯನ್ನು ನೀಡಲಿದ್ದಾರೆ. ಸಾರ್ವಜನಿಕರು ಸದುಪಯೋಗ ಪಡೆದುಕೊಳ್ಳಬೇಕು ಎಂದು ಅವರು ಮನವಿ ಮಾಡಿದ್ದಾರೆ. — [818, 1071, 957, 1142]
main-kicker: ಯುಪಿಎಸ್‌ಸಿ ಸಾಧಕರಿಗೆ ಸನ್ಮಾನ | ಡಾ. ಶಿವಲಿಂಗೇಶ್ವರ ಸ್ವಾಮೀಜಿ ಅಭಿಮತ — [576, 343, 856, 358]
brief-title-3: ಅಪಘಾತ: ಬೈಕ್ ಸವಾರ ಸಾವು — [61, 636, 269, 661]
abacus-caption: ಅಥಣಿ ಪುರಸಭೆಯ ಅಭ್ಯಾಸ ಹಾಲ್ ರಾಷ್ಟ್ರೀಯ ಮಟ್ಟದ ಸ್ಪರ್ಧೆಯು ಪುರಸಭೆಯಲ್ಲಿ ನಡೆಯಿತು. ಈ ಸರ್ಧೆಯಲ್ಲಿ ಬೆಳೆ ಬೇರೆ ರಾಜ್ಯ ಸೇರಿದಂತೆ 4000 ಕ್ಕೂ ಹೆಚ್ಚು ವಿದ್ಯಾರ್ಥಿಗಳು ಭಾಗವಹಿಸಿದ್ದರು. ಅಥಣಿಯ ಜೂನಿಯರ್ ಪ್ರೊ.ಲಕ್ಷ್ಮೀ ಅಬಾಕಸ್ ಸಂಸ್ಥೆಯ 12 ವಿದ್ಯಾ ಭಾರತಿಯ ಭಾಗವಹಿಸಿ, ಶ್ರೀಕಾರ ಮುಗಳಖೋಡ್ 100ಕ್ಕೆ 100 ಅಂಕಗಳನ್ನು ಹಾಗೂ 4 ವಿದ್ಯಾರ್ಥಿಗಳು 30 ಸೆಕೆಂಡುಗಳಲ್ಲಿ ಸರಿಯಾಗಿ ಉತ್ತರಿಸಿ ಪ್ರಥಮ ಸ್ಥಾನವನ್ನು ಪಡೆದಿದ್ದಾರೆ. — [329, 261, 581, 319]
edition-place: ಹುಬ್ಬಳ್ಳಿ — [1406, 71, 1427, 81]
parents-text: ಪಾಲಕರ ಸಭೆಯಿಂದ ಮಕ್ಕಳ ಕಲಿಕೆಯ ಗುಣಮಟ್ಟ ಸುಧಾರಿಸುತ್ತದೆ. ಶಿಕ್ಷಕರು ಮತ್ತು ಪಾಲಕರ ನಡುವೆ ನಿರಂತರ ಸಂವಹನ ಅಗತ್ಯ ಎಂದು ಹೇಳಿದರು. ಮಕ್ಕಳ ಹಾಜರಾತಿ, ಕಲಿಕಾ ಪ್ರಗತಿ ಕುರಿತು ಚರ್ಚಿಸಲಾಯಿತು. ಸಭೆಯಲ್ಲಿ ಹಲವು ಪಾಲಕರು ಭಾಗವಹಿಸಿದ್ದರು. — [776, 1442, 1143, 1484]
monument-photo-caption: ಸ್ಮಾರಕಗಳ ರಕ್ಷಣೆ ಕುರಿತ ಕಾರ್ಯಾಗಾರದಲ್ಲಿ ಗಣ್ಯರು ಭಾಗವಹಿಸಿದ್ದರು. — [1123, 423, 1306, 434]
brief-title-2: ಮಾ.13ರಿಂದ ತರಬೇತಿ ಶಿಬಿರ — [64, 455, 265, 480]
materials-headline: ವಿದ್ಯಾರ್ಥಿಗಳಿಗೆ ಕಲಿಕಾ ಸಾಮಗ್ರಿ ವಿತರಣೆ — [398, 1405, 632, 1427]
protest-photo — [861, 1227, 1104, 1367]
protest-place: ಬೈಲಹೊಂಗಲ — [682, 1215, 726, 1226]
materials-distribution-photo — [398, 1441, 765, 1575]
parents-meeting-photo — [776, 1490, 1143, 1637]
main-col1b-text: ಸಮಾನತೆ ನಿಧಿ ಬದುಕಿನ ಸಿದ್ಧ ಸಂಸ್ಥಾನ ಮಠದಲ್ಲಿ ಆಯೋಜಿಸಿ ಪರಿಶ್ರಮದಲ್ಲಿ ಯುಪಿಎಸ್‌ಸಿ ಸಾಧಕರ ಸಾಧನೆಯ ಜೊತೆ ನಡೆದ ಸಮಾರಂಭದಲ್ಲಿ ನಡೆಯಿತು. ಯುಪಿಎಸ್‌ಸಿ ಪರೀಕ್ಷೆಯಲ್ಲಿ ನಿರ್ವಹಣೆ ಮಾಡಿದ ಶ್ರೀಗಳು ಸನ್ಮಾನ ಸ್ವೀಕಾರ ಮಾಡಿದರು. — [329, 524, 509, 595]
kirusuddi-header — [19, 110, 310, 145]
hospital-caption-place: ಹಾರೂಗೇರಿ — [1166, 1619, 1202, 1630]
monument-place: ಮುಧೋಳ — [1139, 152, 1174, 164]
swamiji-photo — [519, 428, 698, 588]
main-story-columns — [329, 428, 1104, 722]
main-col2b-text: ಯುಪಿಎಸ್‌ಸಿಯಲ್ಲಿ ಉತ್ತೀರ್ಣ ಹೊಂದಿದ ಸಾಧಕರನ್ನು ಸ್ವಾಮೀಜಿ ಅಭಿನಂದಿಸಿ ಭವಿಷ್ಯದ ಬದುಕಿಗೆ ಶುಭ ಹಾರೈಸಿದರು. ಹಲವಾರು ಗಣ್ಯರು ಕಾರ್ಯಕ್ರಮದಲ್ಲಿ ಉಪಸ್ಥಿತರಿದ್ದರು. — [519, 659, 699, 715]
divider — [19, 446, 310, 447]
materials-place: ಚಿಕ್ಕೋಡಿ — [407, 1582, 435, 1593]
divider — [329, 1156, 1104, 1157]
main-col-1: ● ಸಂಕೇಶ್ವರ: ನಗರದ ಸಮೀಪದ ಹಿರೇಮಠ ಸಂಸ್ಥಾನ ಮಠದ ಡಾ. ಶಿವಲಿಂಗೇಶ್ವರ ಸ್ವಾಮೀಜಿ ಅವರು ಜನಸಾಮಾನ್ಯ ಬದುಕಿಗೆ ಶರಣ ಆಧ್ಯ ಯೋಜನೆಗಳ ಯಶಸ್ವಿಯಾದ ಮೂಲಕ ಆರ್ಥಿಕ ವೃದ್ಧಿ ಜೊತೆ ನಡೆಸುತ್ತಿರುವ ಎಂದು ನಿವೇದಿಸಿ ಬದುಕುವ ಪರಂಪರೆ ಡಾ. ಶಿವಲಿಂಗೇಶ್ವರ ಸ್ವಾಮೀಜಿ ಹೇಳಿದರು. ಸಮಾನತೆ ನಿಧಿ ಬದುಕಿನ ಸಿದ್ಧ ಸಂಸ್ಥಾನ ಮಠದಲ್ಲಿ ಆಯೋಜಿಸಿ ಪರಿಶ್ರಮದಲ್ಲಿ ಯುಪಿಎಸ್‌ಸಿ ಸಾಧಕರ ಸಾಧನೆಯ ಜೊತೆ ನಡೆದ ಸಮಾರಂಭದಲ್ಲಿ ನಡೆಯಿತು. ಯುಪಿಎಸ್‌ಸಿ ಪರೀಕ್ಷೆಯಲ್ಲಿ ನಿರ್ವಹಣೆ ಮಾಡಿದ ಶ್ರೀಗಳು ಸನ್ಮಾನ ಸ್ವೀಕಾರ ಮಾಡಿದರು. — [329, 428, 508, 722]
date-block — [1311, 29, 1522, 81]
brief-title-4: ಈರಯ್ಯ ಮಠಪತಿ ನಿಧನ — [31, 758, 196, 783]
upsc-note-label: ■ ನೇರನುಡಿ: — [810, 737, 850, 748]
nss-text: ● ಮುಧೋಳ: ಸ್ಥಳೀಯ ಆರ್‌ಎಂಸಿ ಕಲಾ ವಾಣಿಜ್ಯ ಪದವಿ ಪೂರ್ವ ಸಂಸ್ಥೆ ಕಾಲೇಜ್ ವತಿಯಿಂದ ಹಮ್ಮಿಕೊಂಡ ಚಟುವಟಿಕೆ ವಿಶೇಷವಾದ ಎನ್‌ಎಸ್‌ಎಸ್ ಕೋಶದ ವತಿಯಿಂದ ಸಮುದಾಯ ದತ್ತು ಗ್ರಾಮದಲ್ಲಿ ಮಾ.11ರಿಂದ 17ರವರೆಗೆ ಎನ್‌ಎಸ್‌ಎಸ್ ವಾರ್ಷಿಕ ಶಿಬಿರವನ್ನು ಹಮ್ಮಿಕೊಳ್ಳಲಾಗಿದೆ. ಮಾ.11ರಂದು ಮಧ್ಯಾಹ್ನ 3 ಗಂಟೆಗೆ ಶಿಬಿರದ ಉದ್ಘಾಟನೆ ನಡೆಸಲಾಗುವುದು. ಉದ್ಘಾಟನೆಯನ್ನು ಇಡುಗಡೆ ಪ್ರಾಂಶುಪಾಲರು ನೆರವೇರಿಸಲಿದ್ದಾರೆ. ಅಧ್ಯಕ್ಷತೆಯನ್ನು ಕಾಲೇಜಿನ ಆಡಳಿತ ಮಂಡಳಿ ಅಧ್ಯಕ್ಷರು ವಹಿಸಲಿದ್ದಾರೆ. ಮುಖ್ಯ ಅತಿಥಿಗಳಾಗಿ ಭಾಗವಹಿಸಲಿದ್ದಾರೆ. ಅಧ್ಯಕ್ಷ ನಡೆಸಿ ಪ್ರಾಧ್ಯಾಪಕರು, ಉಪನ್ಯಾಸಕರು, ವಿದ್ಯಾರ್ಥಿಗಳು ಹಾಗೂ ಗ್ರಾಮಸ್ಥರು ಭಾಗವಹಿಸಲಿದ್ದಾರೆ ಎಂದು ಕಾಲೇಜಿನ ಎನ್‌ಎಸ್‌ಎಸ್ ಕಾರ್ಯಕ್ರಮಾಧಿಕಾರಿ ತಿಳಿಸಿದ್ದಾರೆ. — [590, 146, 841, 295]
parents-headline: ಪಾಲಕರ ಸಭೆ ಮಕ್ಕಳ ಶಿಕ್ಷಣಕ್ಕೆ ಸಹಕಾರಿ — [776, 1405, 1006, 1427]
divider — [19, 309, 310, 310]
hospital-caption: ಹಾರೂಗೇರಿಯಲ್ಲಿ ನೂತನ ಫಿಸಿಯೋಥೆರಪಿ ಆಸ್ಪತ್ರೆಯನ್ನು ಉದ್ಘಾಟಿಸಲಾಯಿತು. ಈ ಸಂದರ್ಭದಲ್ಲಿ ಗಣ್ಯರು ಉಪಸ್ಥಿತರಿದ್ದರು. — [1155, 1619, 1522, 1645]
women-event-photo — [499, 1199, 661, 1289]
women-caption: ಮೇಲುಕೋಟೆಯ ಅಂತರರಾಷ್ಟ್ರೀಯ ಮಹಿಳಾ ದಿನಾಚರಣೆ ಕುರಿತು ವಿಶೇಷ ಉಪನ್ಯಾಸ ಕಾರ್ಯಕ್ರಮ ನಡೆಯಿತು. — [499, 1358, 661, 1380]
center-column — [320, 110, 1113, 1382]
paper-logo-icon: ಹೊ — [19, 37, 56, 74]
top-strip — [329, 110, 1104, 320]
hospital-text: ನಗರದಲ್ಲಿ ನೂತನ ಫಿಸಿಯೋಥೆರಪಿ ಆಸ್ಪತ್ರೆಯನ್ನು ಉದ್ಘಾಟಿಸಲಾಯಿತು. ಆಧುನಿಕ ಉಪಕರಣಗಳೊಂದಿಗೆ ಚಿಕಿತ್ಸೆ ನೀಡಲಾಗುವುದು ಎಂದು ವೈದ್ಯರು ತಿಳಿಸಿದರು. ಸಾರ್ವಜನಿಕರಿಗೆ ಕೈಗೆಟುಕುವ ದರದಲ್ಲಿ ಸೇವೆ ಸಿಗಲಿದೆ. ಉದ್ಘಾಟನಾ ಸಮಾರಂಭದಲ್ಲಿ ಗಣ್ಯರು ಭಾಗವಹಿಸಿದ್ದರು. — [1155, 1442, 1522, 1484]
edition-title: ಬೆಳಗಾವಿ — [682, 33, 795, 77]
kirusuddi-label2: ಸುದ್ದಿ — [83, 112, 118, 137]
women-protest-row — [329, 1165, 1104, 1382]
portrait-photo — [214, 669, 310, 783]
yellow-mark — [774, 1668, 785, 1680]
materials-story: ವಿದ್ಯಾರ್ಥಿಗಳಿಗೆ ಕಲಿಕಾ ಸಾಮಗ್ರಿ ವಿತರಣೆ ● ಚಿಕ್ಕೋಡಿ: ವಿದ್ಯಾರ್ಥಿಗಳ ಶಿಕ್ಷಣದ ಪ್ರೋತ್ಸಾಹಕ್ಕಾಗಿ ಉಚಿತ ಕಲಿಕಾ ಸಾಮಗ್ರಿಗಳನ್ನು ವಿತರಿಸಲಾಯಿತು. ನೋಟ್ ಪುಸ್ತಕ, ಬ್ಯಾಗ್, ಲೇಖನ ಸಾಮಗ್ರಿಗಳನ್ನು ನೀಡಲಾಯಿತು. ಗ್ರಾಮೀಣ ಭಾಗದ ಮಕ್ಕಳಿಗೆ ಇಂತಹ ನೆರವು ಅಗತ್ಯ ಎಂದು ಸಂಘಟಕರು ತಿಳಿಸಿದರು. ಶಾಲಾ ಮುಖ್ಯ ಶಿಕ್ಷಕರು, ಶಿಕ್ಷಕ ವೃಂದ ಹಾಗೂ ಪೋಷಕರು ಉಪಸ್ಥಿತರಿದ್ದರು. — [398, 1405, 765, 1652]
main-col1-text: ನಗರದ ಸಮೀಪದ ಹಿರೇಮಠ ಸಂಸ್ಥಾನ ಮಠದ ಡಾ. ಶಿವಲಿಂಗೇಶ್ವರ ಸ್ವಾಮೀಜಿ ಅವರು ಜನಸಾಮಾನ್ಯ ಬದುಕಿಗೆ ಶರಣ ಆಧ್ಯ ಯೋಜನೆಗಳ ಯಶಸ್ವಿಯಾದ ಮೂಲಕ ಆರ್ಥಿಕ ವೃದ್ಧಿ ಜೊತೆ ನಡೆಸುತ್ತಿರುವ ಎಂದು ನಿವೇದಿಸಿ ಬದುಕುವ ಪರಂಪರೆ ಡಾ. ಶಿವಲಿಂಗೇಶ್ವರ ಸ್ವಾಮೀಜಿ ಹೇಳಿದರು. — [329, 429, 509, 515]
brief-text-4: ● ಹಾರೂಗೇರಿ: ಹಿರಿಯ ಶಿಕ್ಷಣ ಪ್ರೇಮಿ (85) ನಿಧನರಾದರು. ಮೃತರು ಪತ್ನಿ, ಇಬ್ಬರು ಪುತ್ರರು ಹಾಗೂ ಅಪಾರ ಬಂಧು ಬಳಗವನ್ನು ಅಗಲಿದ್ದಾರೆ. — [19, 789, 310, 833]
highlight-attribution: ■ ಜಾಗೃತಿಯ ಪಂಚಮಿ ಡಾ. ಶಿವಲಿಂಗೇಶ್ವರ ಸ್ವಾಮೀಜಿ, ಸಂಕೇಶ್ವರ — [716, 540, 907, 553]
date-text: 11 ಮಾರ್ಚ್ 2026 — [1373, 52, 1459, 67]
weekday: ಬುಧವಾರ — [1389, 29, 1443, 49]
hindu-rally-photo — [329, 867, 661, 1014]
temp-high-value: 34 — [1193, 48, 1217, 72]
masthead — [19, 17, 1522, 101]
highlight-text: ಡಾ.ಎಸ್.ಕೆ.ಪಾಟೀಲ್ ಹಾಗೂ ಸಾಧಕರ ಸಾಧನೆಗೆ ಸಮಾಜ ಪ್ರತಿಷ್ಠಾನದ ಮುಖಂಡರ ಸ್ವೀಕಾರವನ್ನು ಕಾರ್ಯ ನಿರ್ವಹಣೆ ಸ್ವಾಮೀಜಿ ಹಾರೈಸಿದರು. — [716, 495, 881, 533]
